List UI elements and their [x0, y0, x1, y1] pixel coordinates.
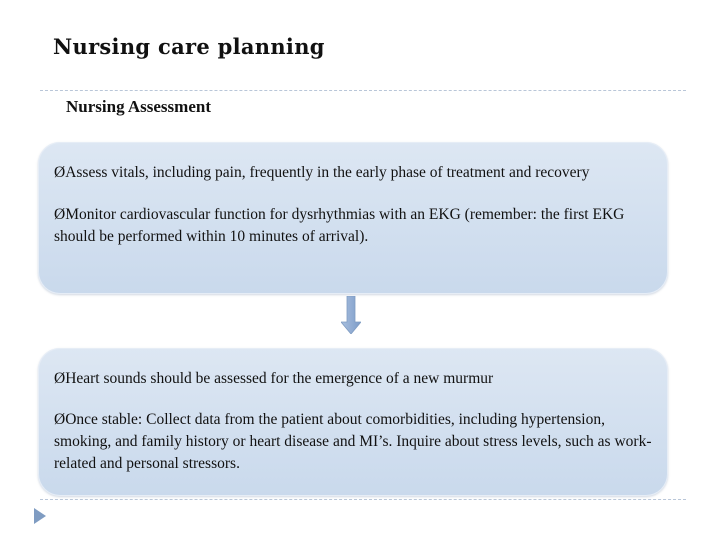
- down-arrow-icon: [341, 296, 361, 334]
- bullet-item: ØHeart sounds should be assessed for the emergence of a new murmur: [54, 370, 494, 387]
- slide-title: Nursing care planning: [53, 34, 325, 59]
- top-divider: [40, 90, 686, 91]
- bullet-item: ØAssess vitals, including pain, frequently in the early phase of treatment and recovery: [54, 164, 590, 181]
- bottom-divider: [40, 499, 686, 500]
- bullet-item: ØOnce stable: Collect data from the patient about comorbidities, including hypertension, smoking, and family history or heart disease and MI’s. Inquire about stress levels, such as work-related and personal stressors.: [54, 411, 652, 472]
- section-subtitle: Nursing Assessment: [66, 97, 211, 116]
- assessment-box-2: [38, 348, 668, 496]
- nav-triangle-icon[interactable]: [34, 508, 46, 524]
- assessment-box-1: [38, 142, 668, 294]
- bullet-item: ØMonitor cardiovascular function for dysrhythmias with an EKG (remember: the first EKG should be performed within 10 minutes of arrival).: [54, 206, 625, 245]
